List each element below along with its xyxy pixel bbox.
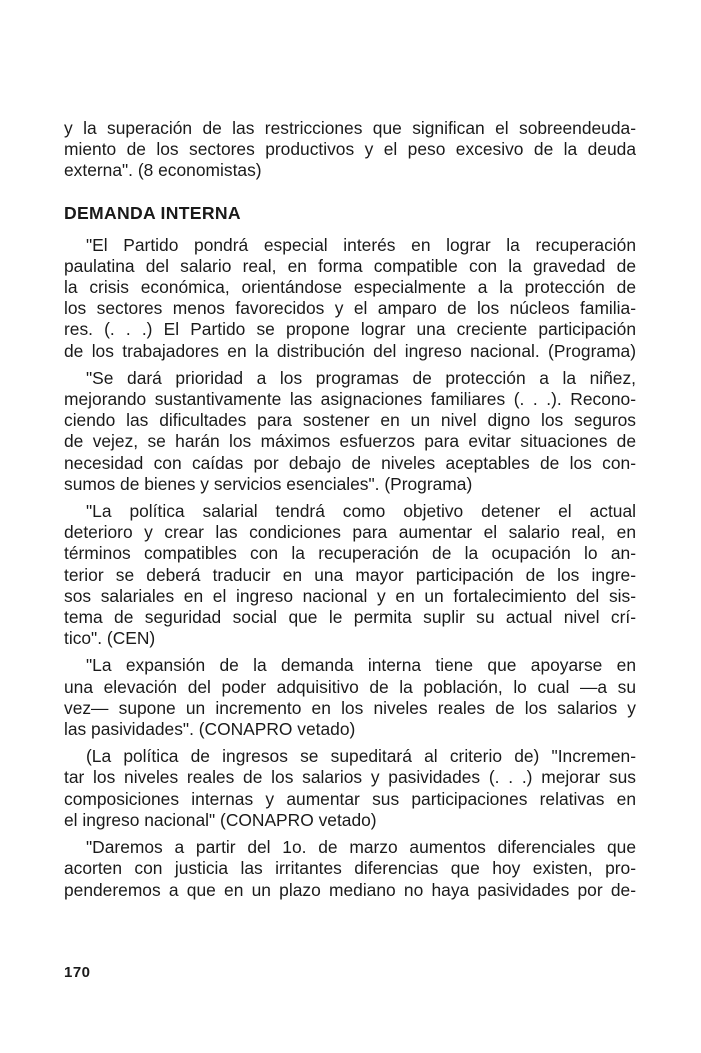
intro-line: miento de los sectores productivos y el peso excesivo de la deuda	[64, 139, 636, 160]
page-body	[64, 118, 636, 901]
paragraph-line: mejorando sustantivamente las asignaciones familiares (. . .). Recono-	[64, 389, 636, 410]
paragraph-daremos	[64, 837, 636, 901]
paragraph-line: de los trabajadores en la distribución del ingreso nacional. (Programa)	[64, 340, 636, 361]
paragraph-line: terior se deberá traducir en una mayor participación de los ingre-	[64, 564, 636, 585]
paragraph-cen	[64, 501, 636, 649]
paragraph-line: "Daremos a partir del 1o. de marzo aumentos diferenciales que	[86, 837, 636, 858]
paragraph-line: el ingreso nacional" (CONAPRO vetado)	[64, 809, 377, 830]
paragraph-line: (La política de ingresos se supeditará al criterio de) "Incremen-	[86, 746, 636, 767]
paragraph-line: "La expansión de la demanda interna tiene que apoyarse en	[86, 655, 636, 676]
paragraph-line: tema de seguridad social que le permita suplir su actual nivel crí-	[64, 607, 636, 628]
paragraph-line: "El Partido pondrá especial interés en lograr la recuperación	[86, 234, 636, 255]
paragraph-conapro-2	[64, 746, 636, 831]
page-number: 170	[64, 964, 91, 981]
paragraph-line: tico". (CEN)	[64, 628, 156, 649]
paragraph-line: "La política salarial tendrá como objetivo detener el actual	[86, 501, 636, 522]
paragraph-line: necesidad con caídas por debajo de niveles aceptables de los con-	[64, 452, 636, 473]
paragraph-line: la crisis económica, orientándose especialmente a la protección de	[64, 277, 636, 298]
paragraph-line: de vejez, se harán los máximos esfuerzos para evitar situaciones de	[64, 431, 636, 452]
paragraph-line: deterioro y crear las condiciones para aumentar el salario real, en	[64, 522, 636, 543]
paragraph-conapro-1	[64, 655, 636, 740]
intro-paragraph	[64, 118, 636, 182]
section-heading: DEMANDA INTERNA	[64, 202, 241, 223]
paragraph-line: términos compatibles con la recuperación de la ocupación lo an-	[64, 543, 636, 564]
paragraph-line: acorten con justicia las irritantes diferencias que hoy existen, pro-	[64, 858, 636, 879]
paragraph-line: sumos de bienes y servicios esenciales". (Programa)	[64, 473, 473, 494]
paragraph-programa-2	[64, 368, 636, 495]
paragraph-line: "Se dará prioridad a los programas de protección a la niñez,	[86, 367, 636, 388]
intro-line: externa". (8 economistas)	[64, 160, 262, 181]
paragraph-programa-1	[64, 235, 636, 362]
intro-line: y la superación de las restricciones que significan el sobreendeuda-	[64, 118, 636, 138]
paragraph-line: los sectores menos favorecidos y el amparo de los núcleos familia-	[64, 298, 636, 319]
paragraph-line: res. (. . .) El Partido se propone lograr una creciente participación	[64, 319, 636, 340]
paragraph-line: una elevación del poder adquisitivo de la población, lo cual —a su	[64, 676, 636, 697]
paragraph-line: penderemos a que en un plazo mediano no haya pasividades por de-	[64, 879, 636, 900]
paragraph-line: sos salariales en el ingreso nacional y en un fortalecimiento del sis-	[64, 585, 636, 606]
paragraph-line: ciendo las dificultades para sostener en un nivel digno los seguros	[64, 410, 636, 431]
paragraph-line: paulatina del salario real, en forma compatible con la gravedad de	[64, 255, 636, 276]
paragraph-line: composiciones internas y aumentar sus participaciones relativas en	[64, 788, 636, 809]
paragraph-line: las pasividades". (CONAPRO vetado)	[64, 719, 356, 740]
paragraph-line: vez— supone un incremento en los niveles reales de los salarios y	[64, 697, 636, 718]
paragraph-line: tar los niveles reales de los salarios y pasividades (. . .) mejorar sus	[64, 767, 636, 788]
